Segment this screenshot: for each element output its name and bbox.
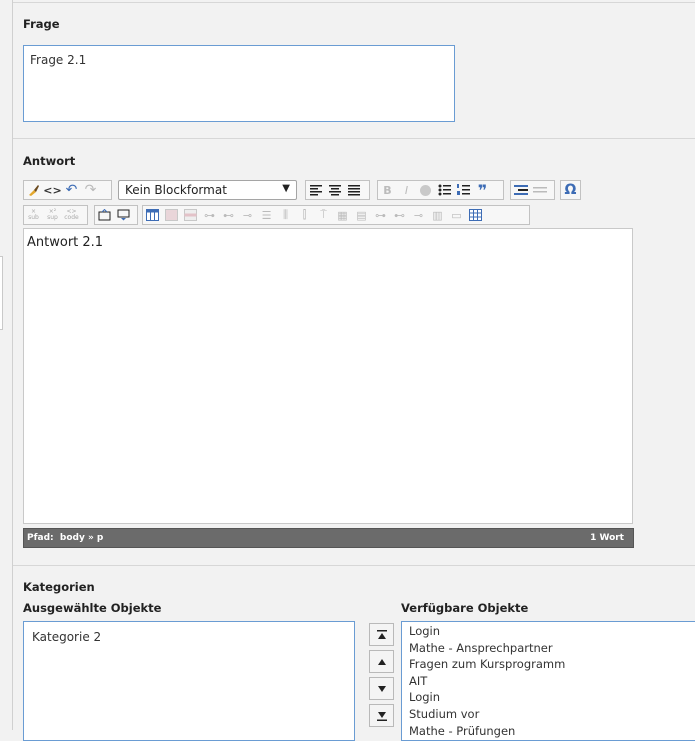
rte-editor-area[interactable] — [23, 228, 633, 524]
outdent-icon[interactable] — [530, 181, 549, 199]
cell-properties-icon[interactable]: ⊶ — [375, 208, 386, 222]
cell-delete-icon[interactable]: ▥ — [432, 208, 443, 222]
available-objects-list[interactable] — [401, 621, 695, 741]
column-insert-after-icon[interactable]: ⍑ — [320, 208, 327, 221]
insert-table-icon[interactable] — [143, 206, 162, 224]
indent-icon[interactable] — [511, 181, 530, 199]
special-char-icon[interactable]: Ω — [564, 182, 577, 198]
column-properties-icon[interactable]: ⫼ — [282, 208, 289, 221]
align-toolbar-group — [305, 180, 370, 200]
subscript-icon[interactable]: × sub — [28, 208, 39, 221]
list-item[interactable]: AIT — [409, 673, 428, 688]
kategorien-title: Kategorien — [23, 580, 95, 594]
move-top-icon[interactable] — [369, 623, 394, 646]
toggle-borders-icon[interactable] — [466, 206, 485, 224]
column-split-icon[interactable]: ▤ — [356, 208, 367, 222]
row-insert-after-icon[interactable]: ⊷ — [223, 208, 234, 222]
row-properties-icon[interactable] — [181, 206, 200, 224]
align-left-icon[interactable] — [306, 181, 325, 199]
list-item[interactable]: Login — [409, 624, 441, 638]
align-justify-icon[interactable] — [344, 181, 363, 199]
move-buttons — [369, 623, 396, 731]
status-path-value[interactable]: body » p — [59, 533, 104, 543]
table-toolbar-group — [142, 205, 530, 225]
undo-icon[interactable]: ↶ — [65, 182, 78, 198]
status-path — [27, 533, 103, 543]
blockformat-value: Kein Blockformat — [125, 183, 227, 197]
row-delete-icon[interactable]: ⊸ — [242, 208, 253, 222]
divider — [13, 565, 695, 566]
editor-statusbar — [23, 528, 634, 548]
clean-format-icon[interactable] — [24, 181, 43, 199]
table-properties-icon[interactable] — [162, 206, 181, 224]
list-item[interactable]: Studium vor — [409, 706, 480, 721]
column-delete-icon[interactable]: ▦ — [337, 208, 348, 222]
frage-field[interactable] — [23, 45, 455, 122]
blockformat-select[interactable] — [118, 180, 297, 200]
word-count: 1 Wort — [590, 533, 624, 543]
left-border — [12, 0, 13, 730]
bold-icon[interactable]: B — [383, 183, 392, 197]
script-toolbar-group — [23, 205, 88, 225]
list-item[interactable]: Mathe - Prüfungen — [409, 723, 516, 738]
list-item[interactable]: Mathe - Ansprechpartner — [409, 640, 553, 655]
italic-icon[interactable]: I — [404, 183, 409, 197]
ordered-list-icon[interactable] — [454, 181, 473, 199]
move-down-icon[interactable] — [369, 677, 394, 700]
cell-insert-after-icon[interactable]: ⊸ — [413, 208, 424, 222]
list-item[interactable]: Kategorie 2 — [32, 630, 102, 644]
frage-value: Frage 2.1 — [30, 53, 87, 67]
indent-toolbar-group — [510, 180, 555, 200]
blockquote-icon[interactable]: ❞ — [477, 180, 488, 200]
selected-objects-list[interactable] — [23, 621, 355, 741]
chevron-down-icon: ▼ — [282, 183, 290, 194]
link-icon[interactable] — [416, 181, 435, 199]
left-collapse-tab[interactable] — [0, 256, 3, 330]
special-char-toolbar-group — [560, 180, 581, 200]
superscript-icon[interactable]: ×² sup — [47, 208, 58, 221]
edit-toolbar-group — [23, 180, 112, 200]
align-center-icon[interactable] — [325, 181, 344, 199]
redo-icon[interactable]: ↷ — [84, 182, 97, 198]
antwort-content: Antwort 2.1 — [27, 235, 104, 250]
cell-split-icon[interactable]: ▭ — [451, 208, 462, 222]
html-source-icon[interactable]: <> — [43, 183, 62, 197]
format-toolbar-group — [377, 180, 504, 200]
box-toolbar-group — [94, 205, 138, 225]
column-insert-before-icon[interactable]: ⫿ — [302, 208, 307, 221]
insert-block-icon[interactable] — [114, 206, 133, 224]
move-up-icon[interactable] — [369, 650, 394, 673]
available-objects-label: Verfügbare Objekte — [401, 601, 529, 615]
list-item[interactable]: Login — [409, 690, 441, 705]
row-insert-before-icon[interactable]: ⊶ — [204, 208, 215, 222]
divider — [13, 138, 695, 139]
selected-objects-label: Ausgewählte Objekte — [23, 601, 162, 615]
divider — [13, 2, 695, 3]
list-item[interactable]: Fragen zum Kursprogramm — [409, 657, 566, 672]
code-icon[interactable]: <> code — [64, 208, 79, 221]
move-bottom-icon[interactable] — [369, 704, 394, 727]
row-split-icon[interactable]: ☰ — [261, 208, 272, 222]
cell-insert-before-icon[interactable]: ⊷ — [394, 208, 405, 222]
frage-title: Frage — [23, 17, 60, 31]
antwort-title: Antwort — [23, 154, 76, 168]
status-path-label: Pfad: — [27, 533, 54, 543]
container-icon[interactable] — [95, 206, 114, 224]
unordered-list-icon[interactable] — [435, 181, 454, 199]
